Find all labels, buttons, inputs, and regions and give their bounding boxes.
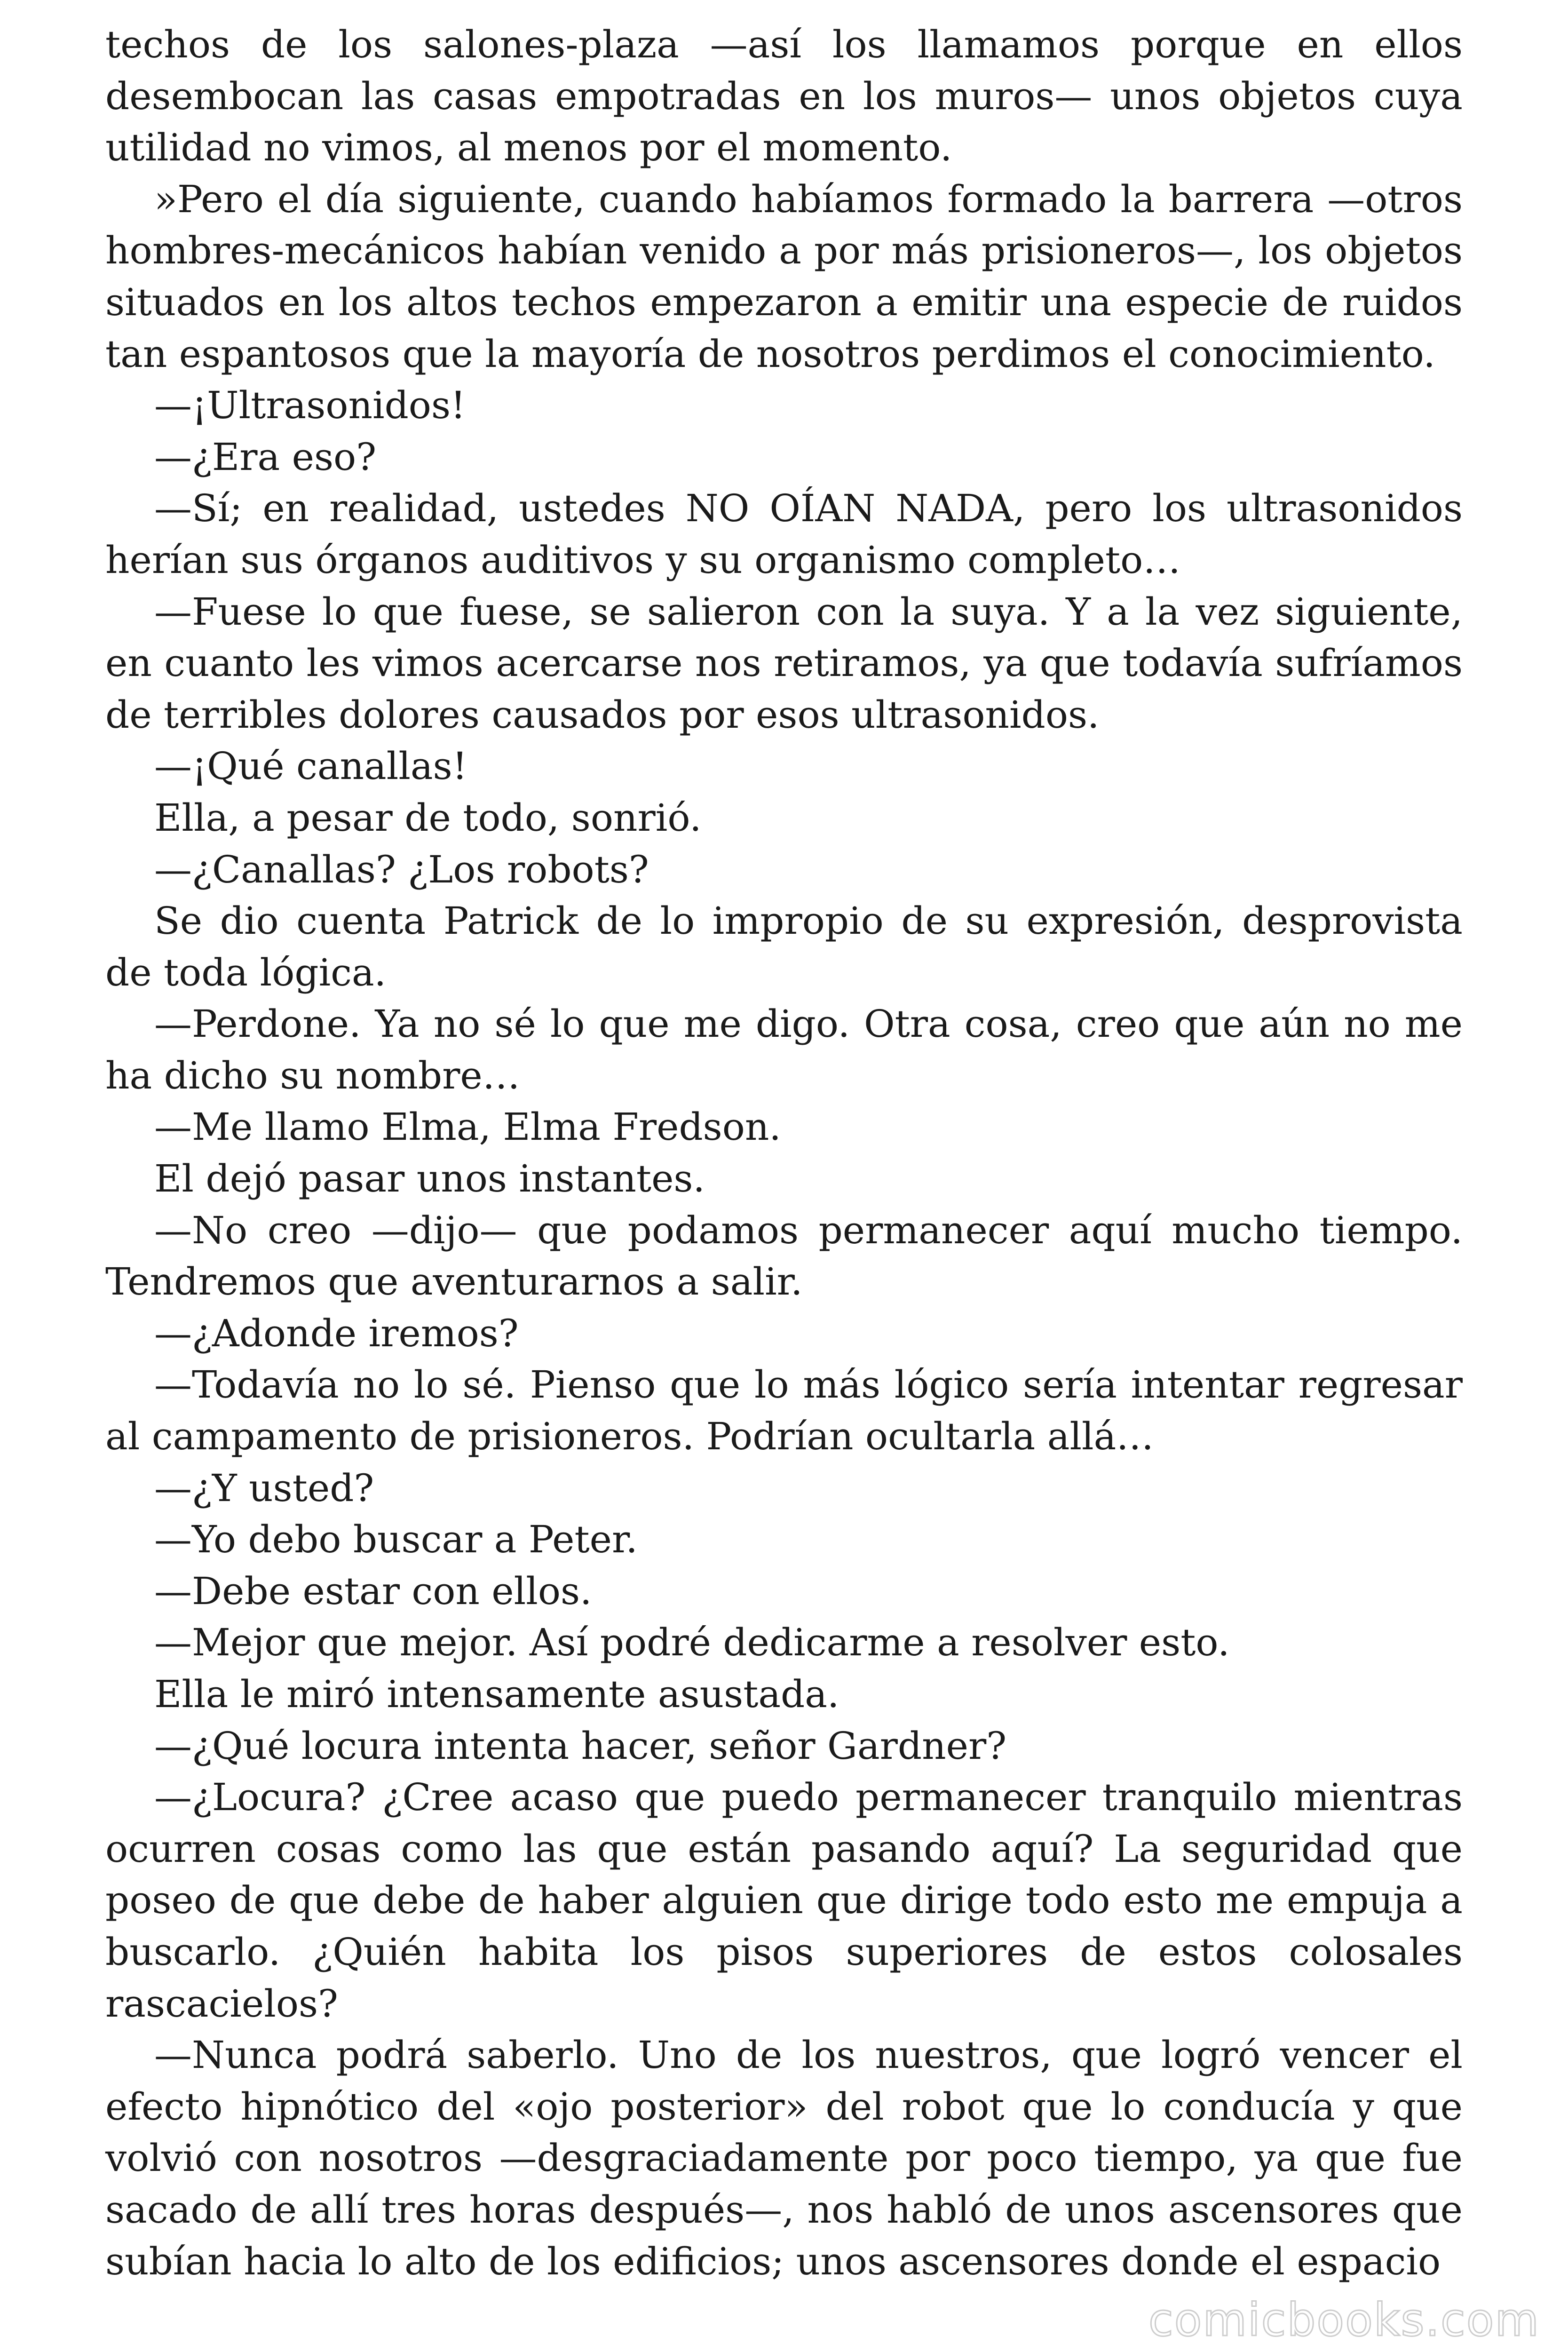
paragraph: —Todavía no lo sé. Pienso que lo más lógico sería intentar regresar al campamento de prisioneros. Podrían ocultarla allá… [105, 1363, 1463, 1459]
paragraph: techos de los salones-plaza —así los llamamos porque en ellos desembocan las casas empotradas en los muros— unos objetos cuya utilidad no vimos, al menos por el momento. [105, 23, 1463, 170]
paragraph: »Pero el día siguiente, cuando habíamos formado la barrera —otros hombres-mecánicos habían venido a por más prisioneros—, los objetos situados en los altos techos empezaron a emitir una especie de ruidos tan espantosos que la mayoría de nosotros perdimos el conocimiento. [105, 177, 1463, 376]
paragraph: —¡Qué canallas! [154, 744, 467, 788]
paragraph: —Perdone. Ya no sé lo que me digo. Otra cosa, creo que aún no me ha dicho su nombre… [105, 1002, 1463, 1097]
watermark: comicbooks.com [1148, 2294, 1540, 2346]
paragraph: —¿Locura? ¿Cree acaso que puedo permanecer tranquilo mientras ocurren cosas como las que están pasando aquí? La seguridad que poseo de que debe de haber alguien que dirige todo esto me empuja a buscarlo. ¿Quién habita los pisos superiores de estos colosales rascacielos? [105, 1775, 1463, 2026]
paragraph: El dejó pasar unos instantes. [154, 1157, 705, 1201]
page-text [105, 19, 1463, 2287]
paragraph: —¿Canallas? ¿Los robots? [154, 847, 649, 891]
paragraph: —Debe estar con ellos. [154, 1569, 592, 1613]
paragraph: —Nunca podrá saberlo. Uno de los nuestros, que logró vencer el efecto hipnótico del «ojo posterior» del robot que lo conducía y que volvió con nosotros —desgraciadamente por poco tiempo, ya que fue sacado de allí tres horas después—, nos habló de unos ascensores que subían hacia lo alto de los edificios; unos ascensores donde el espacio [105, 2033, 1463, 2283]
paragraph: —¿Qué locura intenta hacer, señor Gardner? [154, 1724, 1007, 1768]
paragraph: —Yo debo buscar a Peter. [154, 1518, 638, 1562]
paragraph: —Sí; en realidad, ustedes NO OÍAN NADA, pero los ultrasonidos herían sus órganos auditivos y su organismo completo… [105, 486, 1463, 582]
paragraph: —Mejor que mejor. Así podré dedicarme a resolver esto. [154, 1621, 1230, 1665]
paragraph: —Me llamo Elma, Elma Fredson. [154, 1105, 781, 1149]
paragraph: —Fuese lo que fuese, se salieron con la suya. Y a la vez siguiente, en cuanto les vimos acercarse nos retiramos, ya que todavía sufríamos de terribles dolores causados por esos ultrasonidos. [105, 589, 1463, 737]
paragraph: Se dio cuenta Patrick de lo impropio de su expresión, desprovista de toda lógica. [105, 899, 1463, 994]
paragraph: —¿Era eso? [154, 435, 377, 479]
paragraph: —¡Ultrasonidos! [154, 383, 466, 428]
paragraph: Ella, a pesar de todo, sonrió. [154, 795, 702, 840]
paragraph: —No creo —dijo— que podamos permanecer aquí mucho tiempo. Tendremos que aventurarnos a salir. [105, 1208, 1463, 1304]
paragraph: —¿Y usted? [154, 1466, 374, 1510]
paragraph: Ella le miró intensamente asustada. [154, 1672, 839, 1716]
paragraph: —¿Adonde iremos? [154, 1311, 519, 1355]
